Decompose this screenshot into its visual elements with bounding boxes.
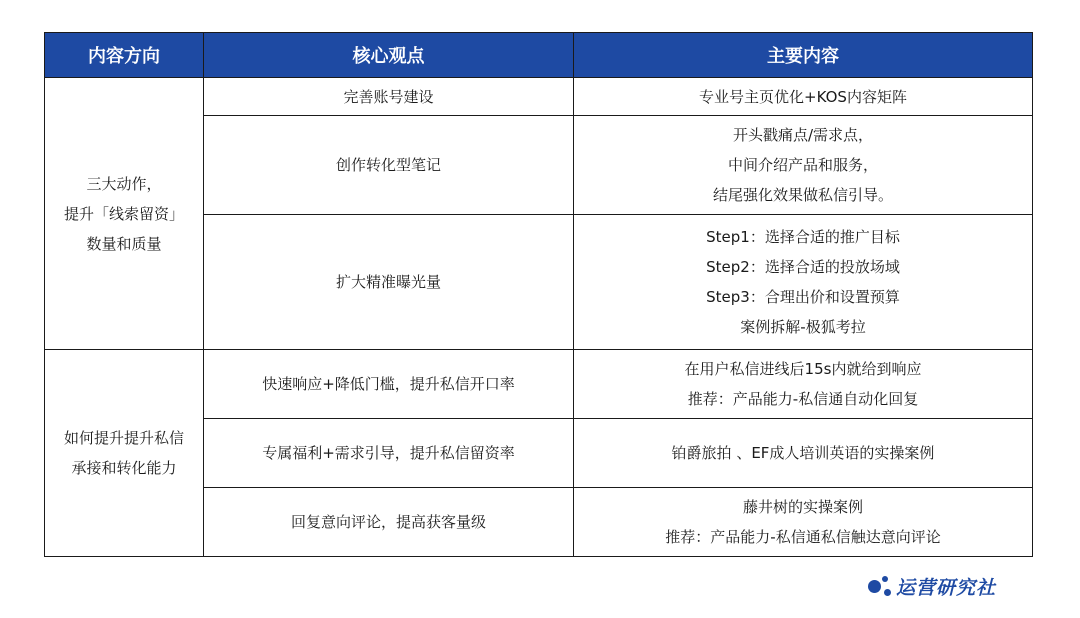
content-cell: [574, 350, 1033, 419]
viewpoint-cell: 创作转化型笔记: [204, 116, 574, 215]
direction-line: 提升「线索留资」: [63, 204, 184, 223]
content-line: 案例拆解-极狐考拉: [740, 318, 866, 336]
content-table-wrapper: [44, 32, 1032, 557]
content-cell: [574, 215, 1033, 350]
direction-line: 三大动作，: [86, 174, 162, 193]
direction-cell: [45, 350, 204, 557]
viewpoint-cell: 专属福利+需求引导，提升私信留资率: [204, 419, 574, 488]
content-line: Step1：选择合适的推广目标: [706, 228, 900, 246]
direction-line: 如何提升提升私信: [63, 429, 184, 447]
content-line: 专业号主页优化+KOS内容矩阵: [699, 87, 907, 106]
content-cell: [574, 116, 1033, 215]
content-line: 铂爵旅拍 、EF成人培训英语的实操案例: [671, 444, 935, 462]
viewpoint-cell: 扩大精准曝光量: [204, 215, 574, 350]
content-line: 开头戳痛点/需求点，: [732, 126, 874, 144]
viewpoint-cell: 快速响应+降低门槛，提升私信开口率: [204, 350, 574, 419]
content-cell: [574, 78, 1033, 116]
viewpoint-cell: 完善账号建设: [204, 78, 574, 116]
dots-logo-icon: [866, 572, 896, 600]
content-line: 藤井树的实操案例: [742, 498, 863, 516]
content-line: 推荐：产品能力-私信通私信触达意向评论: [665, 528, 941, 546]
direction-line: 数量和质量: [86, 234, 162, 253]
table-row: [45, 350, 1033, 419]
table-row: [45, 78, 1033, 116]
header-direction: 内容方向: [45, 33, 204, 78]
content-line: 推荐：产品能力-私信通自动化回复: [687, 390, 919, 408]
viewpoint-cell: 回复意向评论，提高获客量级: [204, 488, 574, 557]
direction-cell: [45, 78, 204, 350]
content-line: Step3：合理出价和设置预算: [706, 288, 900, 306]
content-table: [44, 32, 1033, 557]
content-line: Step2：选择合适的投放场域: [706, 258, 900, 276]
brand-logo: [866, 572, 996, 600]
content-line: 结尾强化效果做私信引导。: [712, 186, 893, 204]
brand-name: 运营研究社: [896, 576, 997, 599]
content-line: 在用户私信进线后15s内就给到响应: [684, 360, 922, 378]
header-content: 主要内容: [574, 33, 1033, 78]
content-line: 中间介绍产品和服务，: [727, 156, 878, 174]
header-viewpoint: 核心观点: [204, 33, 574, 78]
content-cell: [574, 419, 1033, 488]
table-header-row: [45, 33, 1033, 78]
direction-line: 承接和转化能力: [71, 459, 177, 477]
content-cell: [574, 488, 1033, 557]
